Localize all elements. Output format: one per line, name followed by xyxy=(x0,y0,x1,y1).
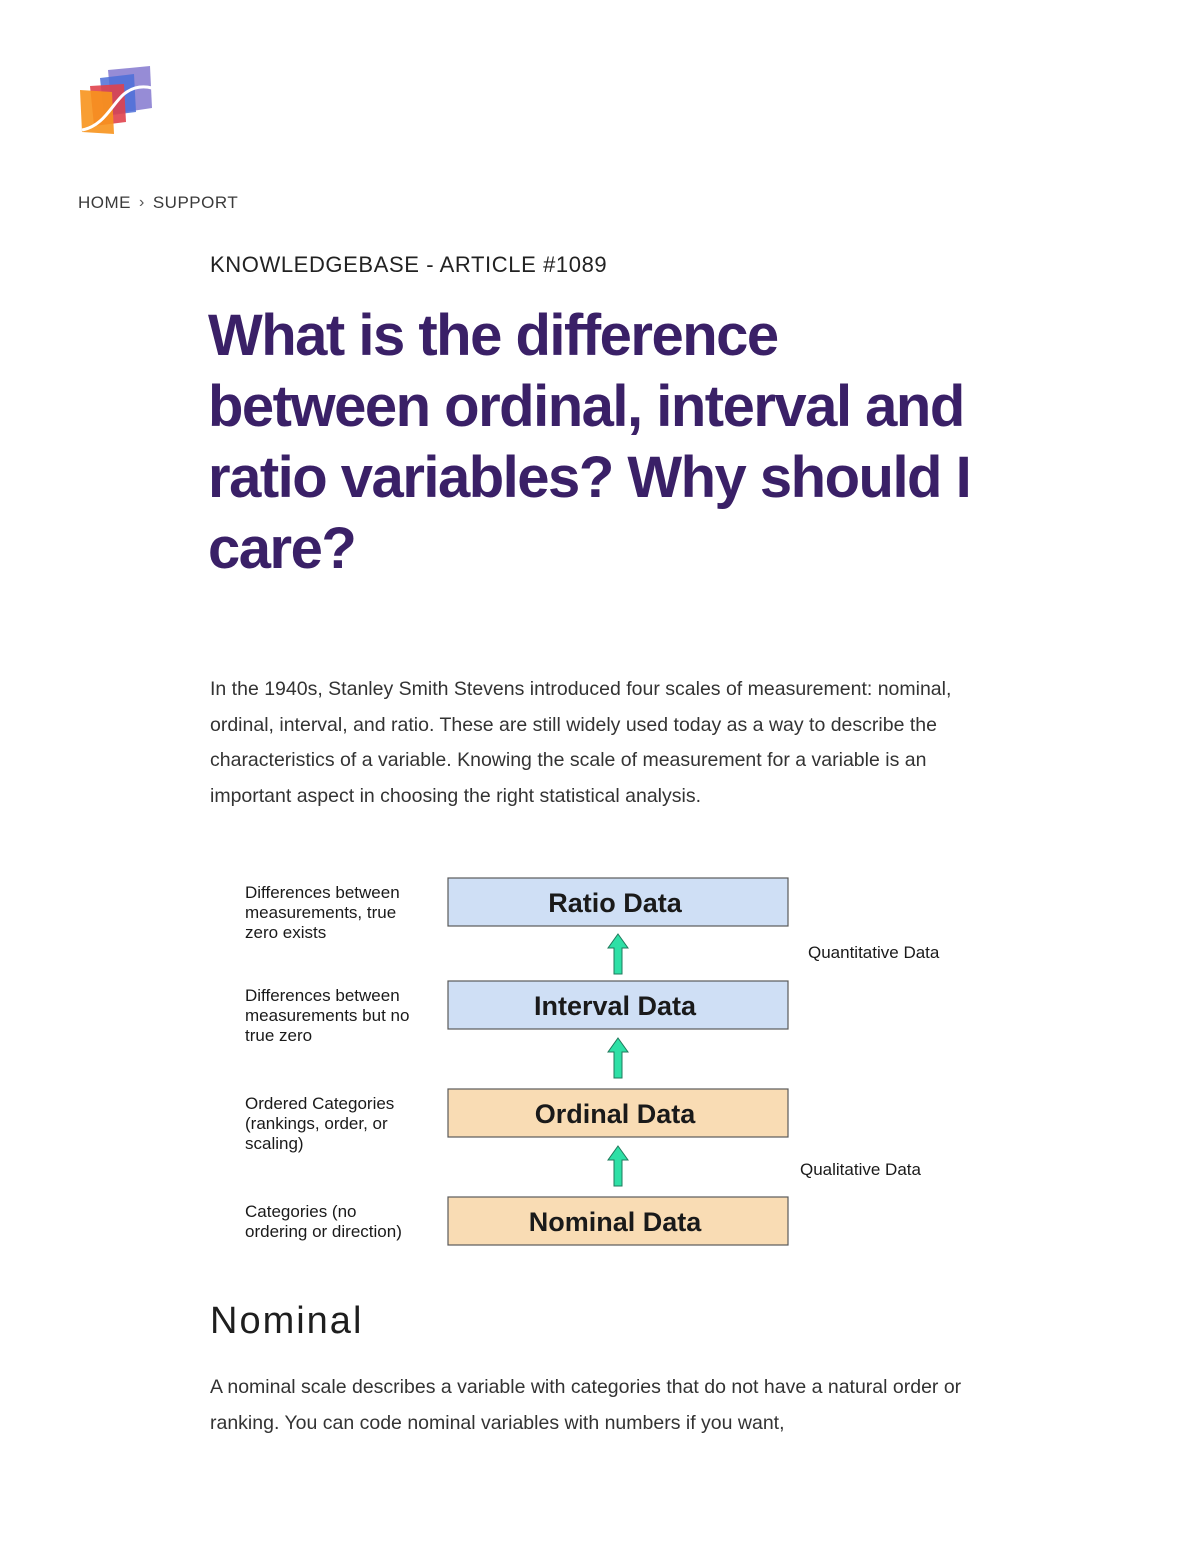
ordinal-data-description-line: scaling) xyxy=(245,1134,304,1153)
interval-data-description-line: Differences between xyxy=(245,986,400,1005)
ordinal-data-description-line: Ordered Categories xyxy=(245,1094,395,1113)
interval-data-description-line: true zero xyxy=(245,1026,313,1045)
ordinal-data-description-line: (rankings, order, or xyxy=(245,1114,388,1133)
breadcrumb-support-link[interactable]: SUPPORT xyxy=(152,193,239,212)
intro-paragraph: In the 1940s, Stanley Smith Stevens introduced four scales of measurement: nominal, ordinal, interval, and ratio. These are still widely used today as a way to describe the characteristics of a variable. Knowing the scale of measurement for a variable is an important aspect in choosing the right statistical analysis. xyxy=(210,678,952,807)
nominal-data-description-line: ordering or direction) xyxy=(245,1222,402,1241)
section-heading-nominal: Nominal xyxy=(210,1300,364,1342)
ratio-data-label: Ratio Data xyxy=(548,888,682,918)
ordinal-data-label: Ordinal Data xyxy=(534,1099,696,1129)
ratio-data-description-line: zero exists xyxy=(245,923,327,942)
qualitative-data-label: Qualitative Data xyxy=(800,1160,921,1179)
up-arrow-icon xyxy=(608,1146,628,1186)
interval-data-label: Interval Data xyxy=(533,991,697,1021)
interval-data-description-line: measurements but no xyxy=(245,1006,410,1025)
article-kicker: KNOWLEDGEBASE - ARTICLE #1089 xyxy=(210,252,608,277)
up-arrow-icon xyxy=(608,934,628,974)
site-logo[interactable] xyxy=(78,64,154,138)
nominal-paragraph: A nominal scale describes a variable with categories that do not have a natural order or ranking. You can code nominal variables with numbers if you want, xyxy=(210,1376,962,1434)
ratio-data-description-line: measurements, true xyxy=(245,903,397,922)
page-title: What is the difference between ordinal, interval and ratio variables? Why should I care? xyxy=(208,303,971,581)
nominal-data-label: Nominal Data xyxy=(528,1207,702,1237)
measurement-scales-diagram xyxy=(230,870,990,1260)
up-arrow-icon xyxy=(608,1038,628,1078)
ratio-data-description-line: Differences between xyxy=(245,883,400,902)
nominal-data-description-line: Categories (no xyxy=(245,1202,357,1221)
chevron-right-icon: › xyxy=(139,194,145,211)
breadcrumb-home-link[interactable]: HOME xyxy=(78,193,131,212)
breadcrumb xyxy=(78,193,238,213)
quantitative-data-label: Quantitative Data xyxy=(808,943,940,962)
